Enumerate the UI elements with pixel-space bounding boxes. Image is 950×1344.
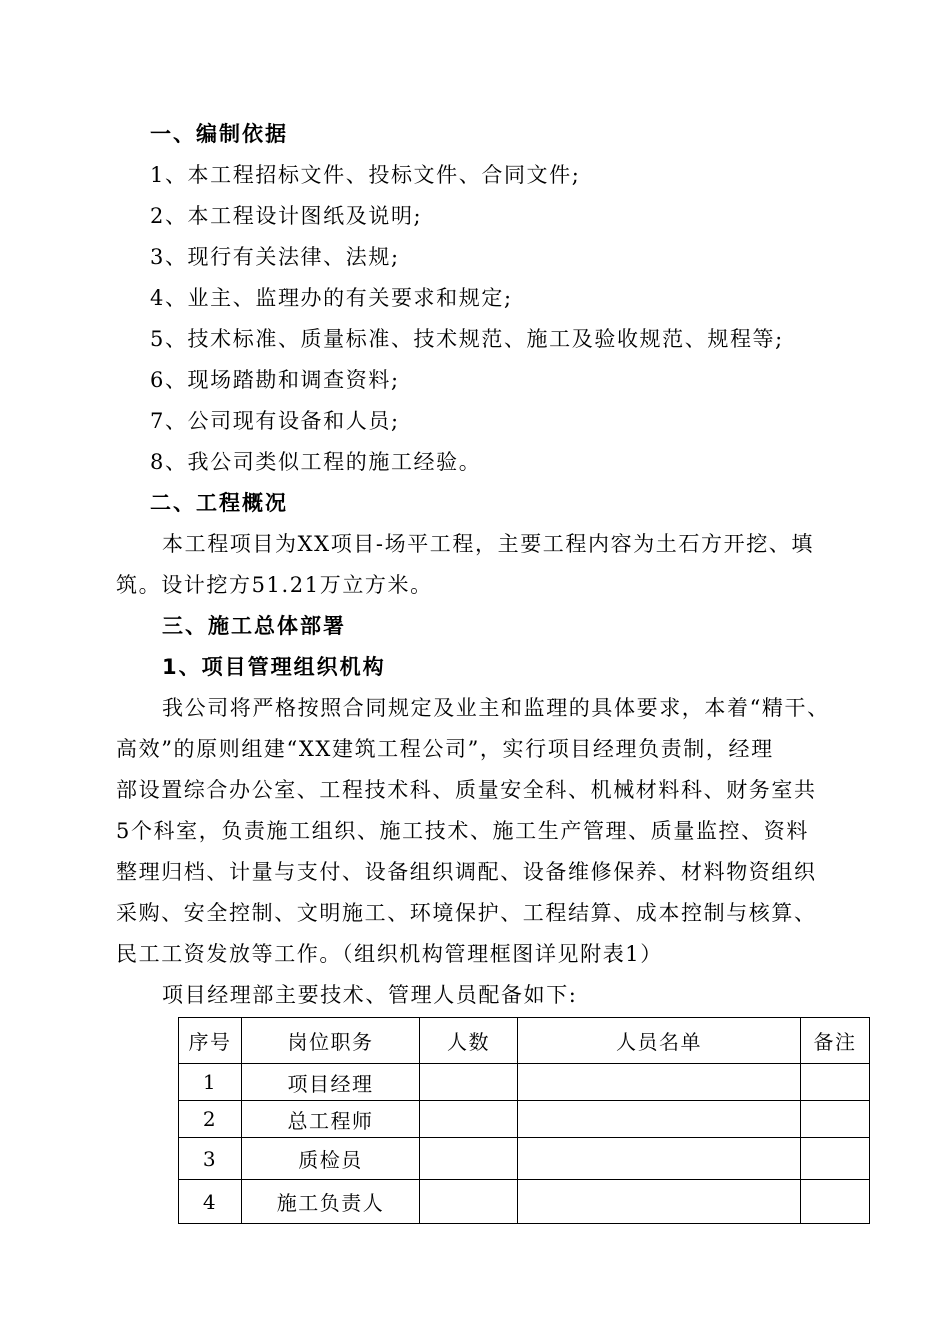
table-row xyxy=(179,1138,870,1180)
basis-item-2: 2、本工程设计图纸及说明; xyxy=(150,204,423,228)
table-header-row xyxy=(179,1018,870,1064)
basis-item-6: 6、现场踏勘和调查资料; xyxy=(150,368,400,392)
organization-paragraph-line-4: 5个科室，负责施工组织、施工技术、施工生产管理、质量监控、资料 xyxy=(116,819,809,843)
table-cell xyxy=(801,1138,870,1180)
basis-item-7: 7、公司现有设备和人员; xyxy=(150,409,400,433)
table-cell xyxy=(420,1101,518,1138)
header-cell-names: 人员名单 xyxy=(518,1018,801,1064)
table-cell: 施工负责人 xyxy=(242,1180,420,1224)
table-cell xyxy=(420,1064,518,1101)
table-cell: 总工程师 xyxy=(242,1101,420,1138)
staff-intro-text: 项目经理部主要技术、管理人员配备如下: xyxy=(162,983,578,1007)
basis-item-8: 8、我公司类似工程的施工经验。 xyxy=(150,450,482,474)
section-heading-overview: 二、工程概况 xyxy=(150,491,288,515)
table-cell xyxy=(801,1180,870,1224)
organization-paragraph-line-2: 高效”的原则组建“XX建筑工程公司”，实行项目经理负责制，经理 xyxy=(116,737,774,761)
basis-item-1: 1、本工程招标文件、投标文件、合同文件; xyxy=(150,163,581,187)
organization-paragraph-line-5: 整理归档、计量与支付、设备组织调配、设备维修保养、材料物资组织 xyxy=(116,860,817,884)
basis-item-4: 4、业主、监理办的有关要求和规定; xyxy=(150,286,513,310)
table-cell: 1 xyxy=(179,1064,242,1101)
subsection-heading-organization: 1、项目管理组织机构 xyxy=(162,655,386,679)
organization-paragraph-line-3: 部设置综合办公室、工程技术科、质量安全科、机械材料科、财务室共 xyxy=(116,778,817,802)
table-cell: 项目经理 xyxy=(242,1064,420,1101)
table-cell xyxy=(801,1064,870,1101)
table-cell xyxy=(801,1101,870,1138)
staff-table xyxy=(178,1017,870,1224)
table-row xyxy=(179,1064,870,1101)
table-row xyxy=(179,1180,870,1224)
table-cell xyxy=(518,1138,801,1180)
organization-paragraph-line-7: 民工工资发放等工作。（组织机构管理框图详见附表1） xyxy=(116,942,663,966)
header-cell-notes: 备注 xyxy=(801,1018,870,1064)
header-cell-count: 人数 xyxy=(420,1018,518,1064)
section-heading-basis: 一、编制依据 xyxy=(150,122,288,146)
overview-paragraph-line-1: 本工程项目为XX项目-场平工程，主要工程内容为土石方开挖、填 xyxy=(162,532,814,556)
basis-item-3: 3、现行有关法律、法规; xyxy=(150,245,400,269)
organization-paragraph-line-6: 采购、安全控制、文明施工、环境保护、工程结算、成本控制与核算、 xyxy=(116,901,817,925)
table-cell: 质检员 xyxy=(242,1138,420,1180)
table-cell xyxy=(420,1180,518,1224)
overview-paragraph-line-2: 筑。设计挖方51.21万立方米。 xyxy=(116,573,433,597)
table-cell: 3 xyxy=(179,1138,242,1180)
table-cell: 2 xyxy=(179,1101,242,1138)
table-cell xyxy=(518,1180,801,1224)
table-cell: 4 xyxy=(179,1180,242,1224)
table-row xyxy=(179,1101,870,1138)
section-heading-deployment: 三、施工总体部署 xyxy=(162,614,346,638)
table-cell xyxy=(518,1101,801,1138)
table-cell xyxy=(420,1138,518,1180)
organization-paragraph-line-1: 我公司将严格按照合同规定及业主和监理的具体要求，本着“精干、 xyxy=(162,696,830,720)
basis-item-5: 5、技术标准、质量标准、技术规范、施工及验收规范、规程等; xyxy=(150,327,784,351)
table-cell xyxy=(518,1064,801,1101)
header-cell-position: 岗位职务 xyxy=(242,1018,420,1064)
header-cell-no: 序号 xyxy=(179,1018,242,1064)
